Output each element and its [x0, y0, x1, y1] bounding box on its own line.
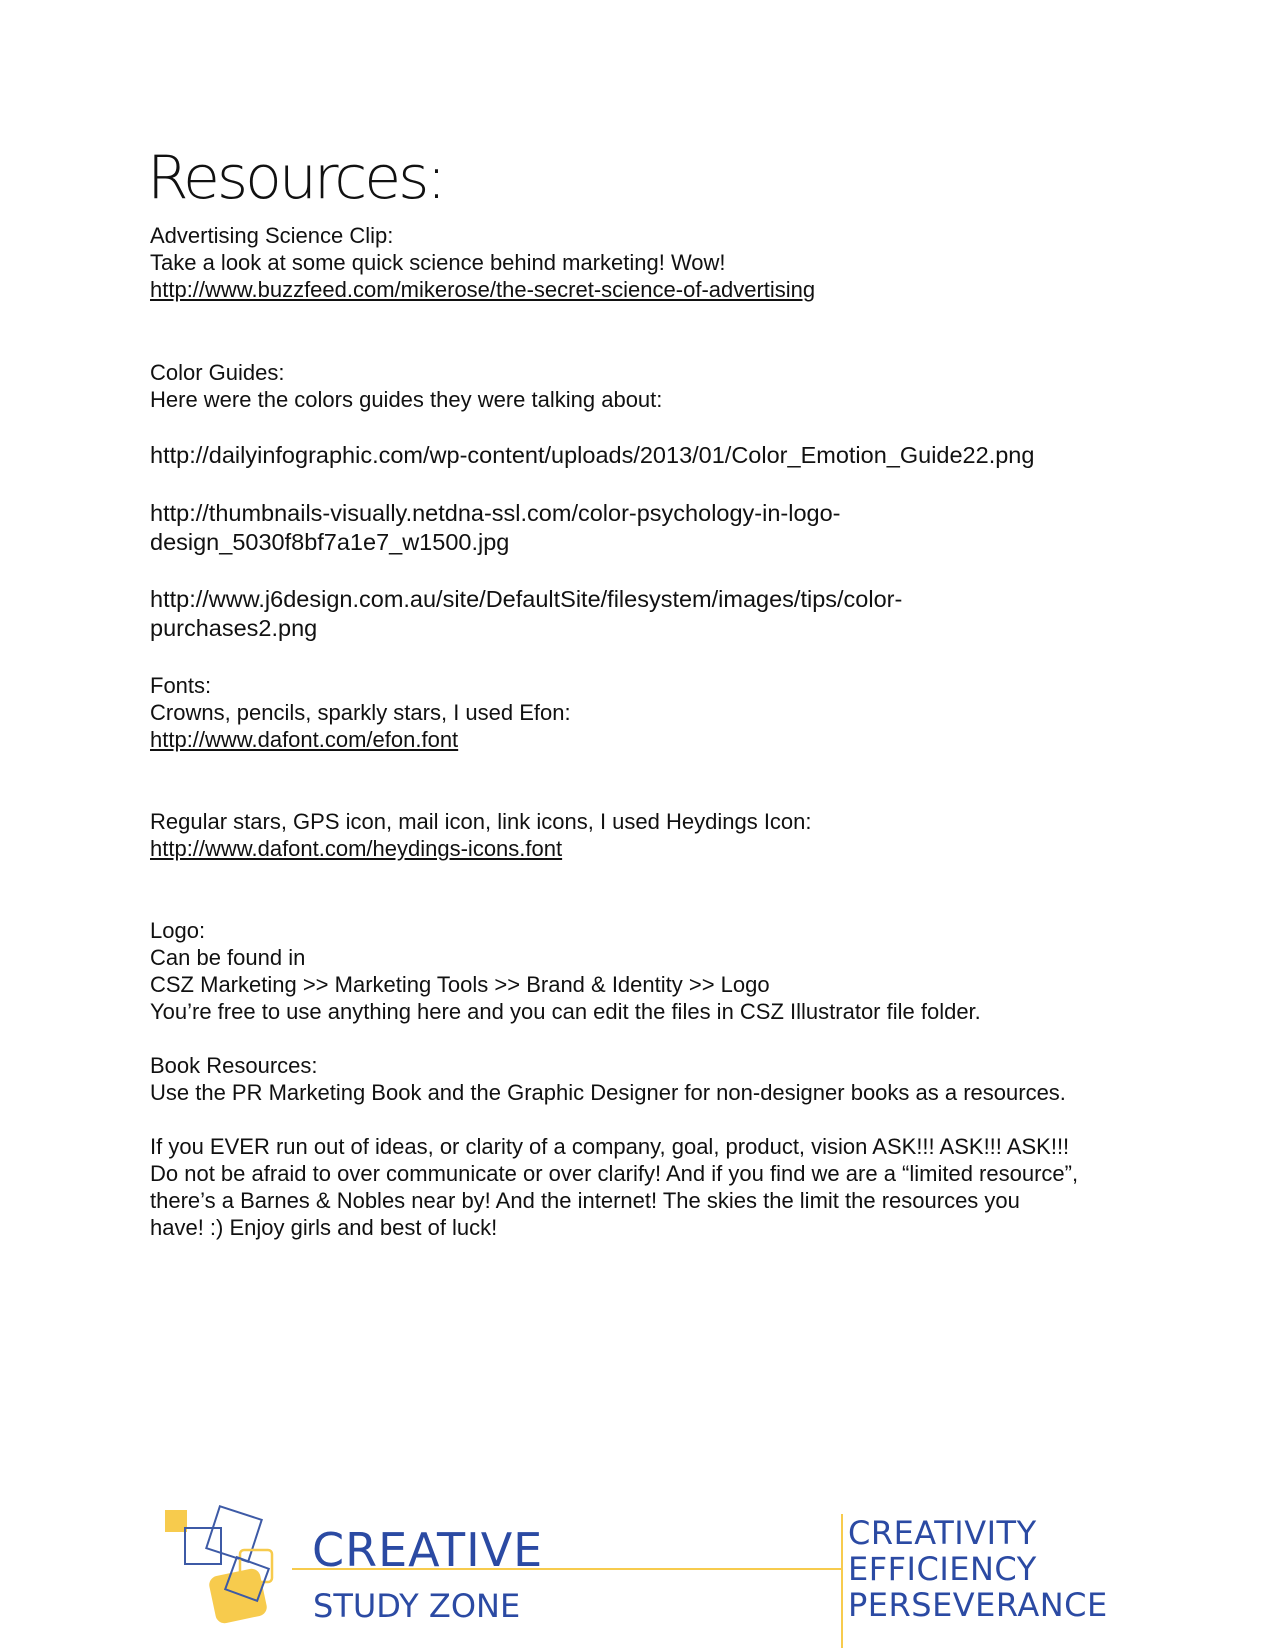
color-link-2b: design_5030f8bf7a1e7_w1500.jpg [150, 529, 510, 555]
footer-graphics [0, 1500, 1275, 1650]
color-heading: Color Guides: [150, 360, 285, 385]
brand-name-line-1: CREATIVE [312, 1523, 544, 1577]
closing-line-2: Do not be afraid to over communicate or over clarify! And if you find we are a “limited resource”, [150, 1161, 1079, 1186]
closing-line-3: there’s a Barnes & Nobles near by! And the internet! The skies the limit the resources you [150, 1188, 1020, 1213]
logo-text-3: You’re free to use anything here and you can edit the files in CSZ Illustrator file folder. [150, 999, 981, 1024]
closing-line-1: If you EVER run out of ideas, or clarity of a company, goal, product, vision ASK!!! ASK!!! ASK!!! [150, 1134, 1070, 1159]
fonts-link-efon[interactable]: http://www.dafont.com/efon.font [150, 727, 459, 752]
logo-heading: Logo: [150, 918, 206, 943]
logo-text-1: Can be found in [150, 945, 306, 970]
value-creativity: CREATIVITY [848, 1514, 1037, 1552]
books-heading: Book Resources: [150, 1053, 318, 1078]
value-perseverance: PERSEVERANCE [848, 1586, 1108, 1624]
value-efficiency: EFFICIENCY [848, 1550, 1037, 1588]
page-title: Resources: [147, 143, 444, 213]
logo-text-2: CSZ Marketing >> Marketing Tools >> Brand & Identity >> Logo [150, 972, 770, 997]
brand-name-line-2: STUDY ZONE [313, 1587, 521, 1625]
fonts-heading: Fonts: [150, 673, 212, 698]
advertising-heading: Advertising Science Clip: [150, 223, 394, 248]
logo-mark-icon [165, 1506, 272, 1625]
color-text: Here were the colors guides they were talking about: [150, 387, 663, 412]
fonts-link-heydings[interactable]: http://www.dafont.com/heydings-icons.font [150, 836, 563, 861]
books-text: Use the PR Marketing Book and the Graphic Designer for non-designer books as a resources. [150, 1080, 1066, 1105]
color-link-3b: purchases2.png [150, 615, 318, 641]
advertising-text: Take a look at some quick science behind marketing! Wow! [150, 250, 726, 275]
closing-line-4: have! :) Enjoy girls and best of luck! [150, 1215, 498, 1240]
fonts-text-2: Regular stars, GPS icon, mail icon, link icons, I used Heydings Icon: [150, 809, 812, 834]
color-link-2a: http://thumbnails-visually.netdna-ssl.com/color-psychology-in-logo- [150, 500, 841, 526]
color-link-1: http://dailyinfographic.com/wp-content/uploads/2013/01/Color_Emotion_Guide22.png [150, 442, 1035, 468]
advertising-link[interactable]: http://www.buzzfeed.com/mikerose/the-secret-science-of-advertising [150, 277, 816, 302]
fonts-text-1: Crowns, pencils, sparkly stars, I used Efon: [150, 700, 571, 725]
color-link-3a: http://www.j6design.com.au/site/DefaultSite/filesystem/images/tips/color- [150, 586, 903, 612]
